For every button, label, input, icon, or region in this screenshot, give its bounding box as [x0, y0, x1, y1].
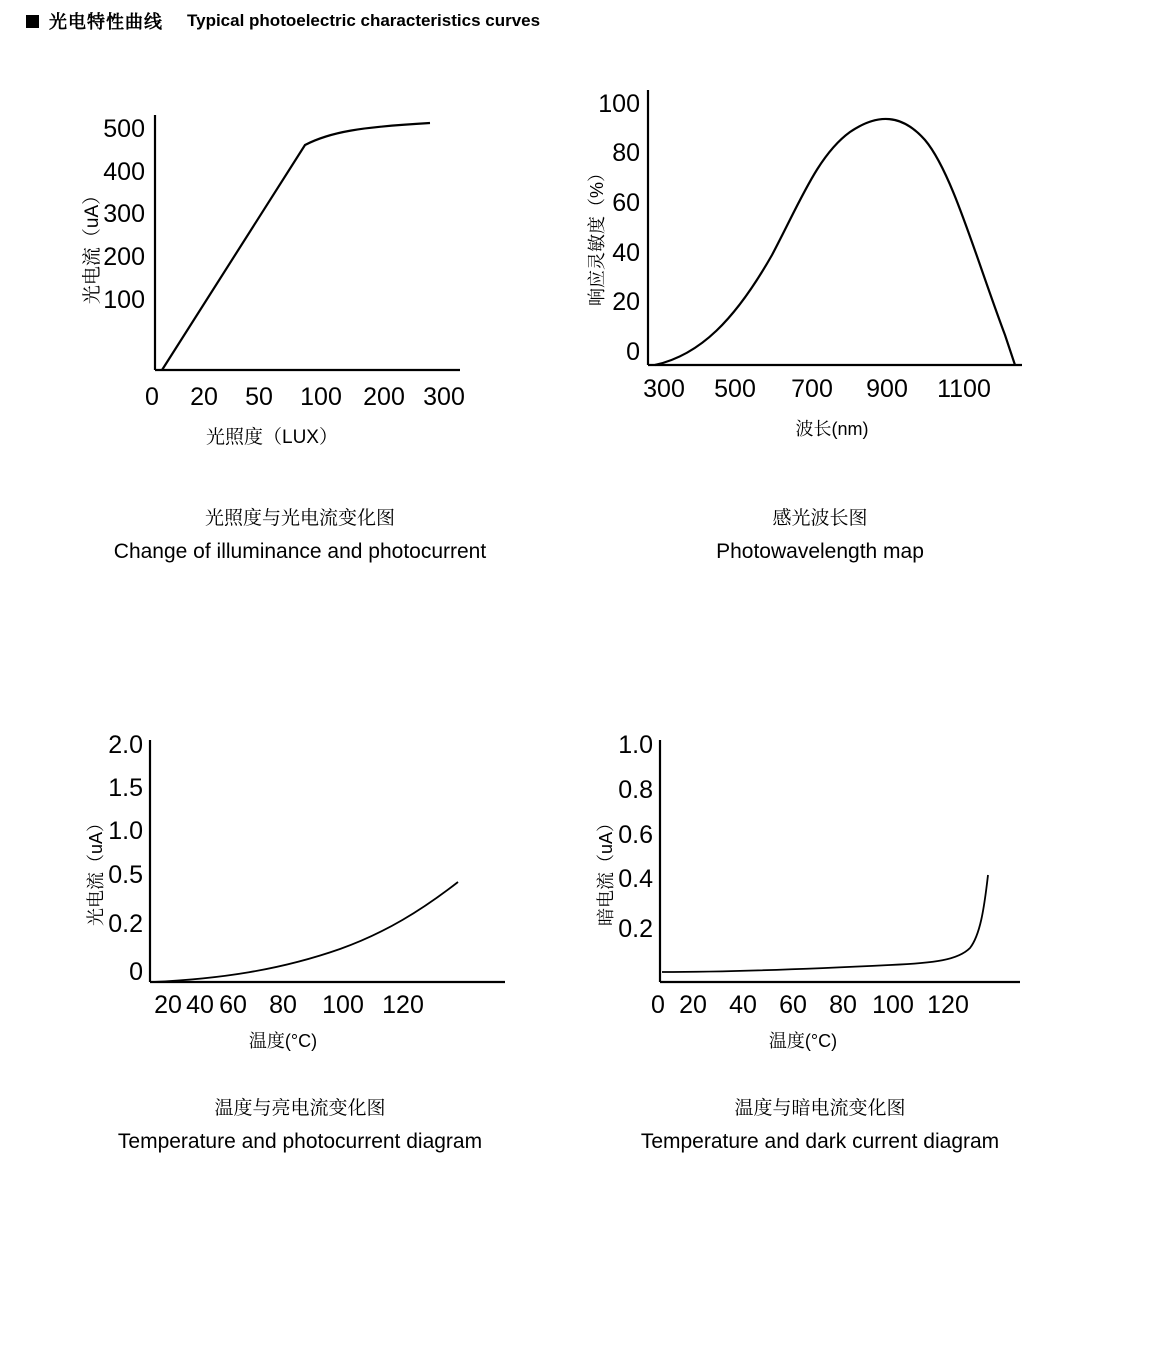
data-curve	[162, 123, 430, 370]
y-tick-label: 0.6	[618, 821, 653, 849]
x-tick-label: 300	[643, 375, 685, 403]
x-tick-label: 1100	[937, 375, 991, 403]
y-tick-label: 100	[103, 286, 145, 314]
y-tick-label: 1.0	[618, 731, 653, 759]
y-tick-label: 40	[612, 239, 640, 267]
x-tick-label: 80	[269, 991, 297, 1019]
y-tick-label: 1.5	[108, 774, 143, 802]
x-tick-label: 900	[866, 375, 908, 403]
x-tick-label: 700	[791, 375, 833, 403]
y-tick-label: 300	[103, 200, 145, 228]
x-tick-label: 20	[190, 383, 218, 411]
y-tick-label: 200	[103, 243, 145, 271]
x-tick-label: 40	[186, 991, 214, 1019]
y-tick-label: 20	[612, 288, 640, 316]
chart-temperature-photocurrent-plot	[40, 720, 560, 1075]
caption-en: Temperature and photocurrent diagram	[117, 1129, 483, 1153]
chart-temperature-photocurrent	[40, 720, 560, 1157]
x-axis-title: 温度(°C)	[768, 1031, 838, 1051]
x-tick-label: 60	[219, 991, 247, 1019]
x-tick-label: 50	[245, 383, 273, 411]
caption-en: Change of illuminance and photocurrent	[113, 539, 487, 563]
page-title-cn: 光电特性曲线	[49, 12, 163, 32]
x-tick-label: 200	[363, 383, 405, 411]
caption-cn: 温度与暗电流变化图	[734, 1098, 906, 1119]
y-tick-label: 60	[612, 189, 640, 217]
x-tick-label: 20	[154, 991, 182, 1019]
y-tick-label: 0	[626, 338, 640, 366]
page-header	[26, 8, 540, 34]
x-tick-label: 100	[322, 991, 364, 1019]
y-axis-title: 响应灵敏度（%）	[587, 163, 607, 307]
chart-illuminance-plot	[40, 70, 560, 455]
x-tick-label: 100	[872, 991, 914, 1019]
caption-en: Temperature and dark current diagram	[640, 1129, 1000, 1153]
y-tick-label: 0.8	[618, 776, 653, 804]
y-tick-label: 0.2	[618, 915, 653, 943]
chart-temperature-darkcurrent-plot	[560, 720, 1080, 1075]
x-tick-label: 500	[714, 375, 756, 403]
x-axis-title: 波长(nm)	[795, 419, 869, 439]
data-curve	[152, 882, 458, 982]
x-tick-label: 120	[927, 991, 969, 1019]
caption-cn: 温度与亮电流变化图	[214, 1098, 386, 1119]
chart-photowavelength-plot	[560, 70, 1080, 455]
x-tick-label: 40	[729, 991, 757, 1019]
x-tick-label: 0	[145, 383, 159, 411]
y-tick-label: 2.0	[108, 731, 143, 759]
black-square-bullet-icon	[26, 15, 39, 28]
y-tick-label: 500	[103, 115, 145, 143]
chart-photowavelength	[560, 70, 1080, 567]
caption-cn: 光照度与光电流变化图	[204, 508, 395, 529]
data-curve	[662, 875, 988, 972]
chart-photowavelength-svg	[560, 70, 1040, 450]
x-tick-label: 120	[382, 991, 424, 1019]
chart-temperature-darkcurrent-svg	[560, 720, 1040, 1070]
x-tick-label: 20	[679, 991, 707, 1019]
x-tick-label: 300	[423, 383, 465, 411]
chart-caption	[560, 505, 1080, 567]
y-tick-label: 80	[612, 139, 640, 167]
x-tick-label: 0	[651, 991, 665, 1019]
y-axis-title: 暗电流（uA）	[596, 813, 616, 927]
chart-caption	[40, 1095, 560, 1157]
chart-caption	[40, 505, 560, 567]
page-title-en: Typical photoelectric characteristics curves	[187, 11, 541, 30]
y-tick-label: 0	[129, 958, 143, 986]
x-axis-title: 光照度（LUX）	[206, 427, 338, 448]
chart-temperature-darkcurrent	[560, 720, 1080, 1157]
x-axis-title: 温度(°C)	[248, 1031, 318, 1051]
x-tick-label: 60	[779, 991, 807, 1019]
y-axis-title: 光电流（uA）	[82, 185, 103, 305]
chart-illuminance-photocurrent	[40, 70, 560, 567]
data-curve	[655, 119, 1015, 365]
caption-cn: 感光波长图	[772, 508, 868, 529]
x-tick-label: 100	[300, 383, 342, 411]
chart-illuminance-svg	[40, 70, 520, 450]
chart-temperature-photocurrent-svg	[40, 720, 520, 1070]
y-tick-label: 400	[103, 158, 145, 186]
y-tick-label: 0.5	[108, 861, 143, 889]
y-tick-label: 0.4	[618, 865, 653, 893]
y-axis-title: 光电流（uA）	[86, 813, 106, 927]
y-tick-label: 100	[598, 90, 640, 118]
chart-caption	[560, 1095, 1080, 1157]
y-tick-label: 0.2	[108, 910, 143, 938]
x-tick-label: 80	[829, 991, 857, 1019]
y-tick-label: 1.0	[108, 817, 143, 845]
caption-en: Photowavelength map	[716, 539, 924, 563]
